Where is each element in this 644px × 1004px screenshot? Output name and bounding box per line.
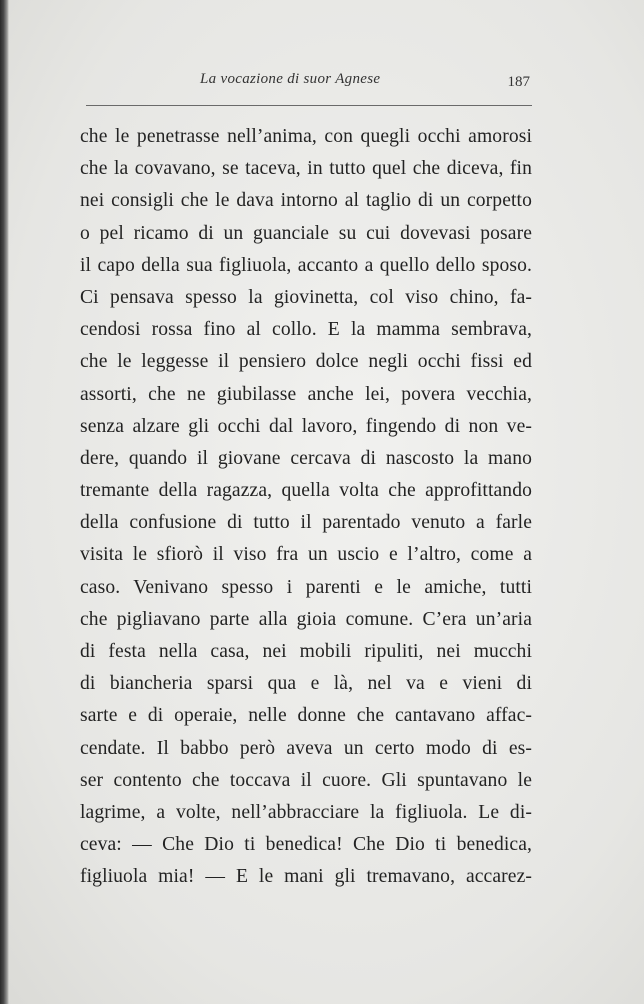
running-title: La vocazione di suor Agnese bbox=[200, 71, 381, 87]
text-line: lagrime, a volte, nell’abbracciare la figliuola. Le di- bbox=[80, 801, 532, 823]
text-line: il capo della sua figliuola, accanto a quello dello sposo. bbox=[80, 254, 532, 276]
text-line: caso. Venivano spesso i parenti e le amiche, tutti bbox=[80, 576, 532, 598]
text-line: ser contento che toccava il cuore. Gli spuntavano le bbox=[80, 769, 532, 791]
text-line: che pigliavano parte alla gioia comune. C’era un’aria bbox=[80, 608, 532, 630]
text-line: visita le sfiorò il viso fra un uscio e l’altro, come a bbox=[80, 544, 532, 566]
text-line: assorti, che ne giubilasse anche lei, povera vecchia, bbox=[80, 383, 532, 405]
text-line: che le leggesse il pensiero dolce negli occhi fissi ed bbox=[80, 351, 532, 373]
text-line: che la covavano, se taceva, in tutto quel che diceva, fin bbox=[80, 158, 532, 180]
text-line: senza alzare gli occhi dal lavoro, fingendo di non ve- bbox=[80, 415, 532, 437]
text-line: nei consigli che le dava intorno al taglio di un corpetto bbox=[80, 190, 532, 212]
text-line: che le penetrasse nell’anima, con quegli occhi amorosi bbox=[80, 126, 532, 147]
text-line: ceva: — Che Dio ti benedica! Che Dio ti benedica, bbox=[80, 834, 532, 856]
text-line: cendate. Il babbo però aveva un certo modo di es- bbox=[80, 737, 532, 759]
text-line: figliuola mia! — E le mani gli tremavano, accarez- bbox=[80, 866, 532, 888]
binding-edge bbox=[0, 0, 9, 1004]
text-line: di biancheria sparsi qua e là, nel va e vieni di bbox=[80, 673, 532, 695]
text-line: cendosi rossa fino al collo. E la mamma sembrava, bbox=[80, 319, 532, 341]
text-line: della confusione di tutto il parentado venuto a farle bbox=[80, 512, 532, 534]
page-header bbox=[82, 62, 532, 98]
body-text bbox=[80, 121, 532, 894]
header-rule bbox=[86, 105, 532, 106]
text-line: dere, quando il giovane cercava di nascosto la mano bbox=[80, 447, 532, 469]
text-line: o pel ricamo di un guanciale su cui dovevasi posare bbox=[80, 222, 532, 244]
page-number: 187 bbox=[507, 74, 530, 90]
text-line: sarte e di operaie, nelle donne che cantavano affac- bbox=[80, 705, 532, 727]
text-line: di festa nella casa, nei mobili ripuliti, nei mucchi bbox=[80, 641, 532, 662]
text-line: Ci pensava spesso la giovinetta, col viso chino, fa- bbox=[80, 286, 532, 308]
text-line: tremante della ragazza, quella volta che approfittando bbox=[80, 480, 532, 502]
